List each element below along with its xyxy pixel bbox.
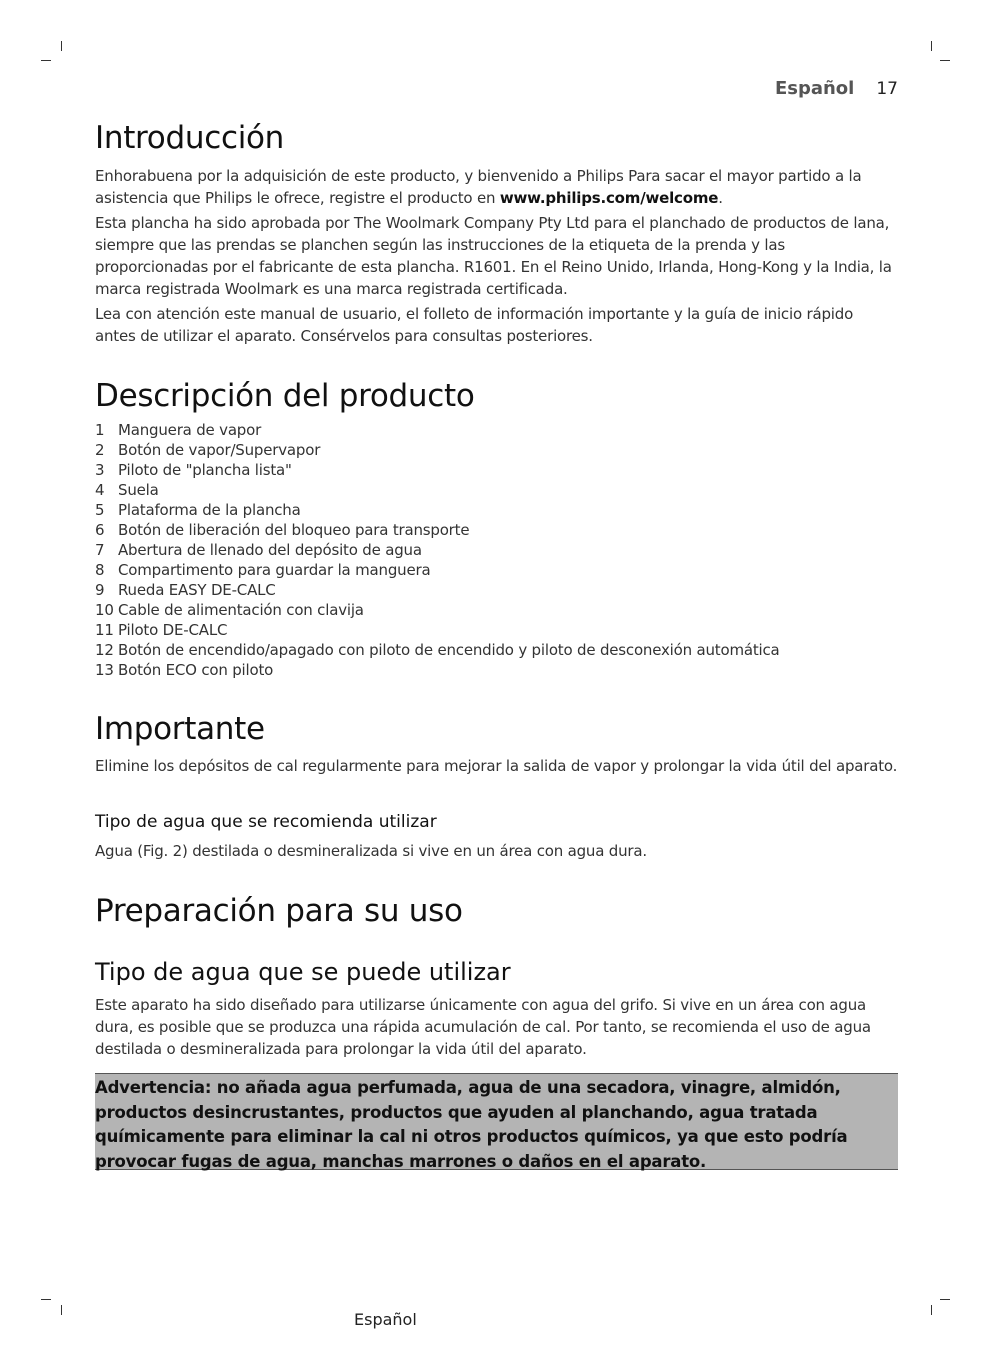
item-label: Botón de encendido/apagado con piloto de encendido y piloto de desconexión automática (118, 641, 780, 659)
item-number: 7 (95, 541, 105, 559)
list-item (95, 440, 898, 460)
intro-paragraph-1 (95, 165, 898, 209)
item-label: Botón de liberación del bloqueo para transporte (118, 521, 470, 539)
item-label: Abertura de llenado del depósito de agua (118, 541, 422, 559)
list-item (95, 620, 898, 640)
page-header (775, 78, 898, 99)
intro-paragraph-3: Lea con atención este manual de usuario, el folleto de información importante y la guía de inicio rápido antes de utilizar el aparato. Consérvelos para consultas posteriores. (95, 305, 854, 345)
product-parts-list (95, 420, 898, 680)
usable-water-paragraph: Este aparato ha sido diseñado para utilizarse únicamente con agua del grifo. Si vive en un área con agua dura, es posible que se produzca una rápida acumulación de cal. Por tanto, se recomienda el uso de agua destilada o desmineralizada para prolongar la vida útil del aparato. (95, 996, 871, 1058)
intro-title: Introducción (95, 120, 285, 156)
item-number: 6 (95, 521, 105, 539)
item-label: Botón ECO con piloto (118, 661, 274, 679)
list-item (95, 420, 898, 440)
intro-p1-text: Enhorabuena por la adquisición de este producto, y bienvenido a Philips Para sacar el mayor partido a la asistencia que Philips le ofrece, registre el producto en (95, 167, 862, 207)
item-label: Botón de vapor/Supervapor (118, 441, 321, 459)
crop-mark (931, 1305, 932, 1315)
item-label: Rueda EASY DE-CALC (118, 581, 276, 599)
crop-mark (61, 1305, 62, 1315)
header-language: Español (774, 78, 855, 99)
item-number: 2 (95, 441, 105, 459)
recommended-water-paragraph: Agua (Fig. 2) destilada o desmineralizada si vive en un área con agua dura. (95, 842, 647, 860)
list-item (95, 520, 898, 540)
recommended-water-subtitle: Tipo de agua que se recomienda utilizar (95, 812, 437, 832)
item-label: Piloto DE-CALC (118, 621, 228, 639)
item-label: Piloto de "plancha lista" (118, 461, 292, 479)
crop-mark (940, 1299, 950, 1300)
list-item (95, 600, 898, 620)
item-number: 4 (95, 481, 105, 499)
crop-mark (61, 41, 62, 51)
item-number: 12 (95, 641, 114, 659)
item-label: Suela (118, 481, 159, 499)
list-item (95, 560, 898, 580)
list-item (95, 660, 898, 680)
item-number: 8 (95, 561, 105, 579)
important-title: Importante (95, 711, 265, 747)
list-item (95, 640, 898, 660)
page-footer: Español (354, 1310, 417, 1329)
item-label: Manguera de vapor (118, 421, 262, 439)
important-paragraph: Elimine los depósitos de cal regularmente para mejorar la salida de vapor y prolongar la vida útil del aparato. (95, 757, 898, 775)
item-label: Plataforma de la plancha (118, 501, 301, 519)
list-item (95, 460, 898, 480)
warning-box: Advertencia: no añada agua perfumada, agua de una secadora, vinagre, almidón, productos desincrustantes, productos que ayuden al planchando, agua tratada químicamente para eliminar la cal ni otros productos químicos, ya que esto podría provocar fugas de agua, manchas marrones o daños en el aparato. (95, 1073, 898, 1170)
list-item (95, 500, 898, 520)
product-title: Descripción del producto (95, 378, 475, 414)
usable-water-subtitle: Tipo de agua que se puede utilizar (95, 958, 511, 986)
crop-mark (41, 60, 51, 61)
item-number: 11 (95, 621, 114, 639)
list-item (95, 480, 898, 500)
item-number: 3 (95, 461, 105, 479)
item-number: 13 (95, 661, 114, 679)
item-number: 5 (95, 501, 105, 519)
item-number: 9 (95, 581, 105, 599)
philips-link[interactable]: www.philips.com/welcome (499, 189, 719, 207)
intro-paragraph-2: Esta plancha ha sido aprobada por The Woolmark Company Pty Ltd para el planchado de productos de lana, siempre que las prendas se planchen según las instrucciones de la etiqueta de la prenda y las proporcionadas por el fabricante de esta plancha. R1601. En el Reino Unido, Irlanda, Hong-Kong y la India, la marca registrada Woolmark es una marca registrada certificada. (95, 214, 892, 298)
list-item (95, 580, 898, 600)
item-label: Cable de alimentación con clavija (118, 601, 364, 619)
item-number: 1 (95, 421, 105, 439)
crop-mark (931, 41, 932, 51)
intro-p1-end: . (718, 189, 723, 207)
item-number: 10 (95, 601, 114, 619)
page-number: 17 (876, 79, 898, 99)
list-item (95, 540, 898, 560)
crop-mark (41, 1299, 51, 1300)
preparation-title: Preparación para su uso (95, 893, 463, 929)
crop-mark (940, 60, 950, 61)
item-label: Compartimento para guardar la manguera (118, 561, 431, 579)
